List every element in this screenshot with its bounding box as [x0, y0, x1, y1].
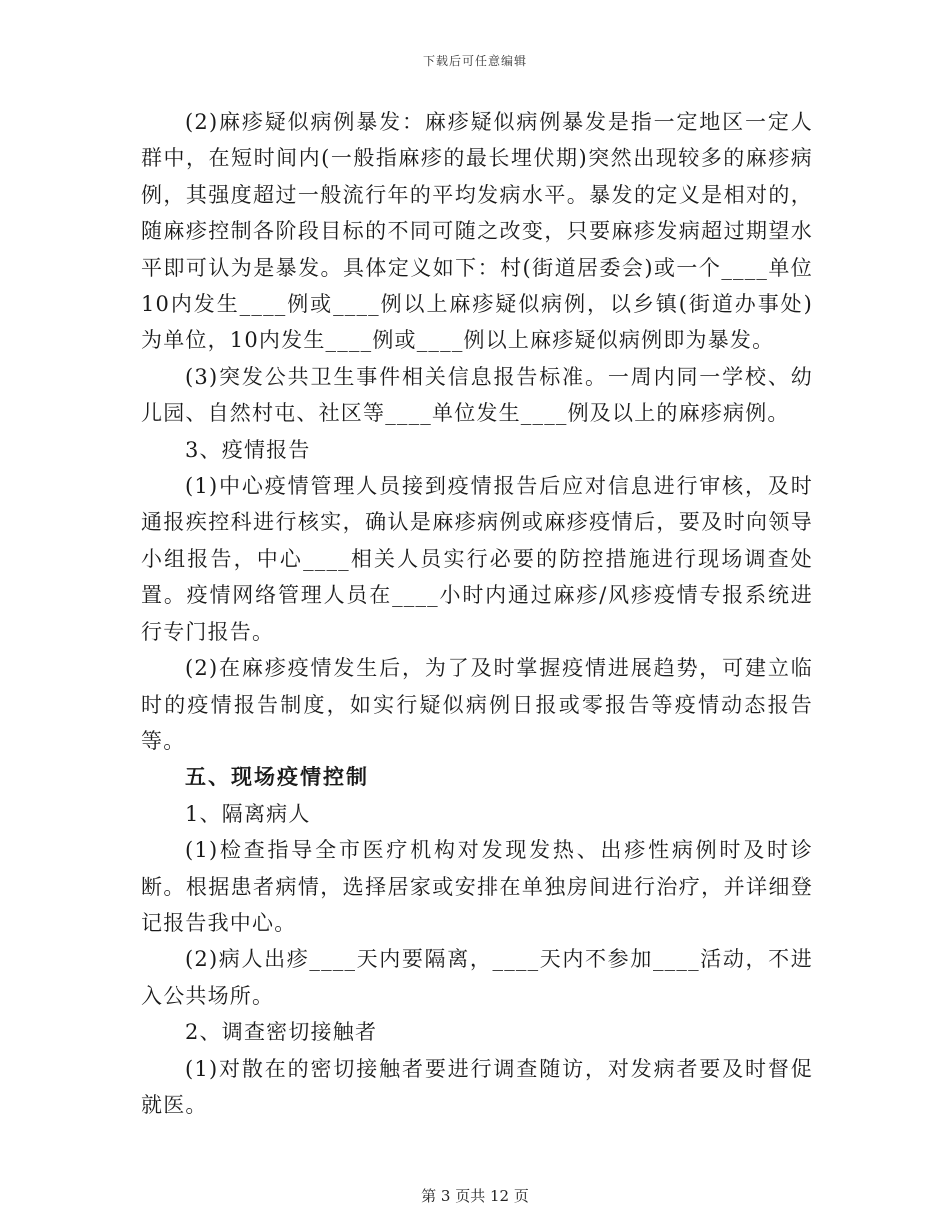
- paragraph-report-review: (1)中心疫情管理人员接到疫情报告后应对信息进行审核，及时通报疾控科进行核实，确认是麻疹病例或麻疹疫情后，要及时向领导小组报告，中心____相关人员实行必要的防控措施进行现场调查处置。疫情网络管理人员在____小时内通过麻疹/风疹疫情专报系统进行专门报告。: [141, 474, 813, 644]
- paragraph-isolation-period: (2)病人出疹____天内要隔离，____天内不参加____活动，不进入公共场所。: [141, 947, 813, 1008]
- page-number: 第 3 页共 12 页: [421, 1187, 529, 1205]
- paragraph-report-standard: (3)突发公共卫生事件相关信息报告标准。一周内同一学校、幼儿园、自然村屯、社区等____单位发生____例及以上的麻疹病例。: [141, 364, 813, 426]
- chapter-heading-field-control: 五、现场疫情控制: [185, 765, 369, 790]
- paragraph-temporary-report-system: (2)在麻疹疫情发生后，为了及时掌握疫情进展趋势，可建立临时的疫情报告制度，如实行疑似病例日报或零报告等疫情动态报告等。: [141, 656, 813, 753]
- page-header-note: 下载后可任意编辑: [422, 54, 527, 68]
- section-heading-epidemic-report: 3、疫情报告: [185, 437, 311, 462]
- paragraph-outbreak-definition: (2)麻疹疑似病例暴发：麻疹疑似病例暴发是指一定地区一定人群中，在短时间内(一般指麻疹的最长埋伏期)突然出现较多的麻疹病例，其强度超过一般流行年的平均发病水平。暴发的定义是相对的，随麻疹控制各阶段目标的不同可随之改变，只要麻疹发病超过期望水平即可认为是暴发。具体定义如下：村(街道居委会)或一个____单位10内发生____例或____例以上麻疹疑似病例，以乡镇(街道办事处)为单位，10内发生____例或____例以上麻疹疑似病例即为暴发。: [141, 110, 813, 353]
- paragraph-contact-followup: (1)对散在的密切接触者要进行调查随访，对发病者要及时督促就医。: [141, 1056, 813, 1117]
- section-heading-isolate-patients: 1、隔离病人: [185, 801, 311, 826]
- paragraph-diagnosis-guidance: (1)检查指导全市医疗机构对发现发热、出疹性病例时及时诊断。根据患者病情，选择居家或安排在单独房间进行治疗，并详细登记报告我中心。: [141, 838, 813, 935]
- document-body: [141, 104, 813, 1123]
- section-heading-contact-investigation: 2、调查密切接触者: [185, 1020, 378, 1045]
